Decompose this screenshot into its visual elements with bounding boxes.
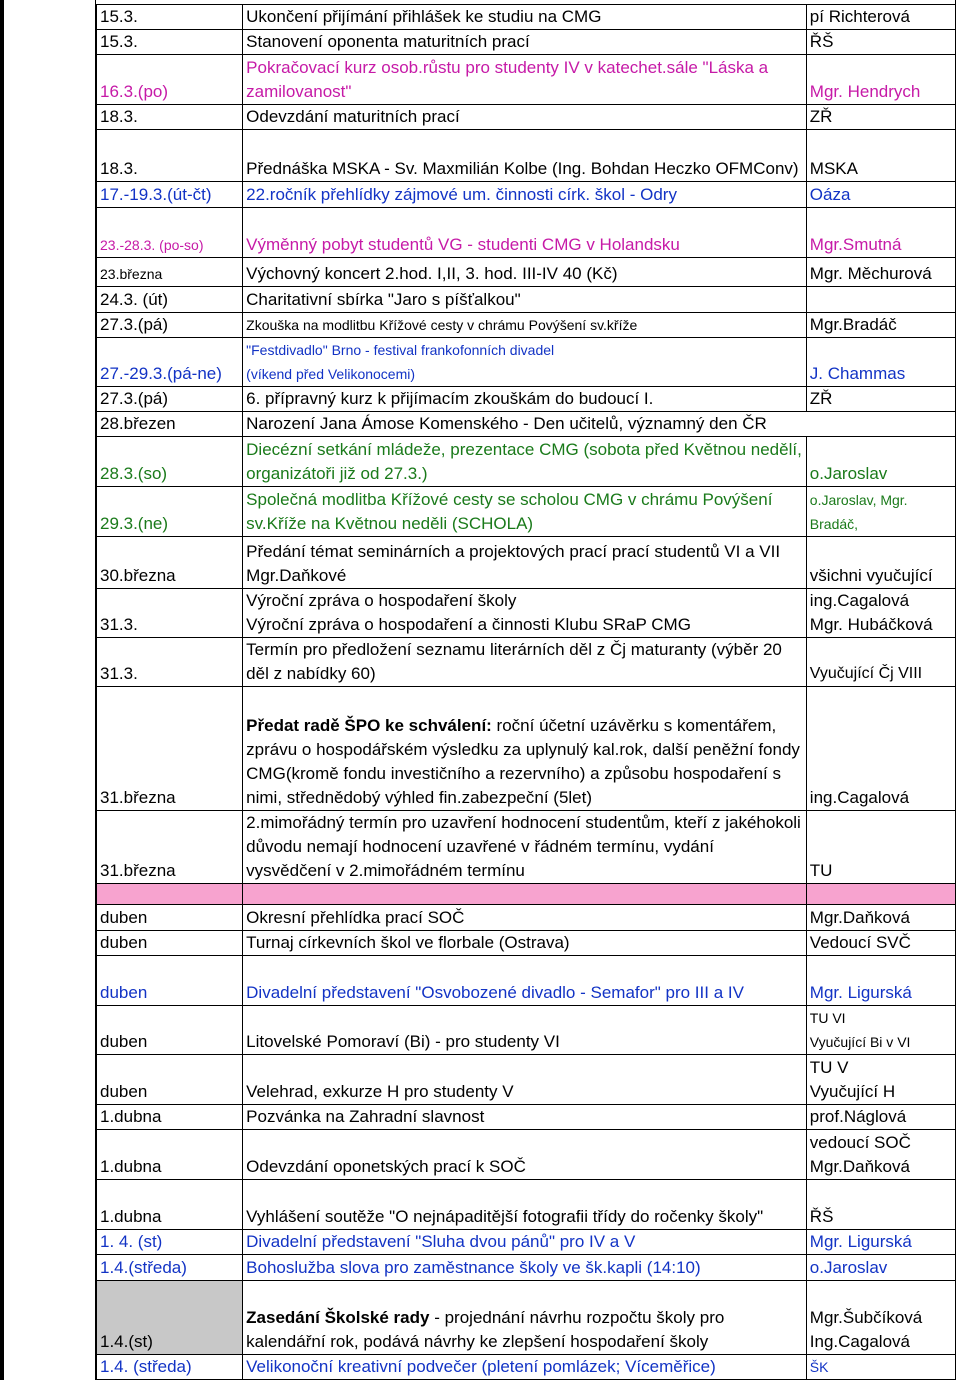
date-cell: 27.3.(pá) — [97, 313, 243, 338]
separator-row — [97, 884, 956, 905]
event-text: roční účetní uzávěrku s komentářem, zprávu o hospodářském výsledku za uplynulý kal.rok, další peněžní fondy CMG(kromě fondu investičního a rezervního) a způsobu hospodaření s nimi, střednědobý výhled fin.zabezpeční (5let) — [246, 716, 800, 807]
responsible-cell: Mgr. Ligurská — [806, 1230, 955, 1255]
responsible-line: TU VI — [809, 1010, 846, 1026]
date-cell: 1.dubna — [97, 1130, 243, 1180]
table-row — [97, 956, 956, 1006]
date-cell: 18.3. — [97, 105, 243, 130]
date-cell: 16.3.(po) — [97, 55, 243, 105]
responsible-cell: ZŘ — [806, 105, 955, 130]
event-cell — [243, 589, 807, 638]
date-cell: 29.3.(ne) — [97, 487, 243, 537]
event-cell: Pozvánka na Zahradní slavnost — [243, 1105, 807, 1130]
table-row — [97, 287, 956, 313]
event-cell: Odevzdání oponetských prací k SOČ — [243, 1130, 807, 1180]
event-cell: Turnaj církevních škol ve florbale (Ostrava) — [243, 931, 807, 956]
responsible-cell: MSKA — [806, 130, 955, 182]
responsible-cell: o.Jaroslav — [806, 437, 955, 487]
responsible-cell — [806, 287, 955, 313]
event-cell: Předání témat seminárních a projektových prací prací studentů VI a VII Mgr.Daňkové — [243, 537, 807, 589]
date-cell: 24.3. (út) — [97, 287, 243, 313]
event-cell: Okresní přehlídka prací SOČ — [243, 905, 807, 931]
responsible-cell — [806, 1281, 955, 1355]
date-cell: 18.3. — [97, 130, 243, 182]
event-line: Výroční zpráva o hospodaření a činnosti Klubu SRaP CMG — [246, 615, 691, 634]
event-cell: Litovelské Pomoraví (Bi) - pro studenty VI — [243, 1006, 807, 1055]
date-cell: duben — [97, 905, 243, 931]
responsible-cell — [806, 1130, 955, 1180]
date-cell: 1.dubna — [97, 1180, 243, 1230]
responsible-line: Mgr.Daňková — [809, 1157, 910, 1176]
date-cell: 31.3. — [97, 589, 243, 638]
event-cell — [243, 1281, 807, 1355]
table-row — [97, 638, 956, 687]
date-cell: 17.-19.3.(út-čt) — [97, 182, 243, 208]
event-bold-text: Zasedání Školské rady — [246, 1308, 430, 1327]
table-row — [97, 338, 956, 387]
responsible-cell: prof.Náglová — [806, 1105, 955, 1130]
date-cell: 1.dubna — [97, 1105, 243, 1130]
separator-cell — [806, 884, 955, 905]
date-cell: 28.březen — [97, 412, 243, 437]
responsible-cell: Mgr. Hendrych — [806, 55, 955, 105]
responsible-line: Vyučující H — [809, 1082, 896, 1101]
responsible-cell: ŠK — [806, 1355, 955, 1380]
event-text: - projednání návrhu rozpočtu školy pro kalendářní rok, podává návrhy ke zlepšení hospodaření školy — [246, 1308, 725, 1351]
responsible-line: Mgr.Šubčíková — [809, 1308, 923, 1327]
date-cell: 31.3. — [97, 638, 243, 687]
date-cell: 31.března — [97, 687, 243, 811]
responsible-cell — [806, 589, 955, 638]
event-cell: Odevzdání maturitních prací — [243, 105, 807, 130]
table-row — [97, 1130, 956, 1180]
responsible-line: ing.Cagalová — [809, 591, 910, 610]
responsible-cell: J. Chammas — [806, 338, 955, 387]
table-row — [97, 412, 956, 437]
event-cell: Zkouška na modlitbu Křížové cesty v chrámu Povýšení sv.kříže — [243, 313, 807, 338]
table-row — [97, 258, 956, 287]
table-row — [97, 1230, 956, 1255]
table-row — [97, 5, 956, 30]
responsible-cell: pí Richterová — [806, 5, 955, 30]
event-cell: Velehrad, exkurze H pro studenty V — [243, 1055, 807, 1105]
date-cell: duben — [97, 956, 243, 1006]
table-row — [97, 687, 956, 811]
event-cell: Výměnný pobyt studentů VG - studenti CMG v Holandsku — [243, 208, 807, 258]
table-row — [97, 1055, 956, 1105]
responsible-cell: o.Jaroslav — [806, 1255, 955, 1281]
separator-cell — [97, 884, 243, 905]
table-row — [97, 1255, 956, 1281]
date-cell: duben — [97, 931, 243, 956]
event-cell: Společná modlitba Křížové cesty se scholou CMG v chrámu Povýšení sv.Kříže na Květnou neděli (SCHOLA) — [243, 487, 807, 537]
table-row — [97, 1105, 956, 1130]
date-cell: 23.-28.3. (po-so) — [97, 208, 243, 258]
responsible-line: Vyučující Bi v VI — [809, 1034, 911, 1050]
event-cell: Termín pro předložení seznamu literárních děl z Čj maturanty (výběr 20 děl z nabídky 60) — [243, 638, 807, 687]
responsible-line: TU V — [809, 1058, 849, 1077]
date-cell: 28.3.(so) — [97, 437, 243, 487]
date-cell: 31.března — [97, 811, 243, 884]
event-cell: Narození Jana Ámose Komenského - Den učitelů, významný den ČR — [243, 412, 956, 437]
table-row — [97, 1355, 956, 1380]
responsible-line: Ing.Cagalová — [809, 1332, 910, 1351]
responsible-cell: Mgr.Smutná — [806, 208, 955, 258]
event-bold-text: Předat radě ŠPO ke schválení: — [246, 716, 492, 735]
responsible-line: Mgr. Hubáčková — [809, 615, 933, 634]
responsible-cell: TU — [806, 811, 955, 884]
responsible-cell: všichni vyučující — [806, 537, 955, 589]
table-row — [97, 1006, 956, 1055]
date-cell: 1.4. (středa) — [97, 1355, 243, 1380]
responsible-cell: Vyučující Čj VIII — [806, 638, 955, 687]
responsible-cell: ŘŠ — [806, 30, 955, 55]
date-cell: 23.března — [97, 258, 243, 287]
responsible-cell: Mgr.Daňková — [806, 905, 955, 931]
table-row — [97, 313, 956, 338]
responsible-line: vedoucí SOČ — [809, 1133, 911, 1152]
responsible-cell: Oáza — [806, 182, 955, 208]
table-row — [97, 811, 956, 884]
event-cell: Velikonoční kreativní podvečer (pletení pomlázek; Víceměřice) — [243, 1355, 807, 1380]
date-cell: 15.3. — [97, 5, 243, 30]
table-row — [97, 487, 956, 537]
date-cell: duben — [97, 1055, 243, 1105]
event-cell: Stanovení oponenta maturitních prací — [243, 30, 807, 55]
date-cell: 15.3. — [97, 30, 243, 55]
responsible-cell: Mgr.Bradáč — [806, 313, 955, 338]
table-row — [97, 589, 956, 638]
event-cell: Pokračovací kurz osob.růstu pro studenty IV v katechet.sále "Láska a zamilovanost" — [243, 55, 807, 105]
event-cell: 2.mimořádný termín pro uzavření hodnocení studentům, kteří z jakéhokoli důvodu nemají hodnocení uzavřené v řádném termínu, vydání vysvědčení v 2.mimořádném termínu — [243, 811, 807, 884]
date-cell: 30.března — [97, 537, 243, 589]
responsible-cell: ing.Cagalová — [806, 687, 955, 811]
table-row — [97, 1180, 956, 1230]
table-row — [97, 1281, 956, 1355]
responsible-cell: Mgr. Ligurská — [806, 956, 955, 1006]
table-row — [97, 387, 956, 412]
table-row — [97, 30, 956, 55]
event-cell: Divadelní představení "Sluha dvou pánů" pro IV a V — [243, 1230, 807, 1255]
event-cell: Vyhlášení soutěže "O nejnápaditější fotografii třídy do ročenky školy" — [243, 1180, 807, 1230]
event-cell: Bohoslužba slova pro zaměstnance školy ve šk.kapli (14:10) — [243, 1255, 807, 1281]
table-row — [97, 105, 956, 130]
event-line: Výroční zpráva o hospodaření školy — [246, 591, 517, 610]
table-row — [97, 931, 956, 956]
responsible-cell — [806, 1006, 955, 1055]
left-border — [0, 0, 4, 1380]
event-cell: Ukončení přijímání přihlášek ke studiu na CMG — [243, 5, 807, 30]
date-cell: 27.-29.3.(pá-ne) — [97, 338, 243, 387]
event-cell: Přednáška MSKA - Sv. Maxmilián Kolbe (Ing. Bohdan Heczko OFMConv) — [243, 130, 807, 182]
event-line: (víkend před Velikonocemi) — [246, 366, 416, 382]
table-row — [97, 537, 956, 589]
event-cell: 6. přípravný kurz k přijímacím zkouškám do budoucí I. — [243, 387, 807, 412]
table-row — [97, 130, 956, 182]
event-cell — [243, 687, 807, 811]
event-cell: Charitativní sbírka "Jaro s píšťalkou" — [243, 287, 807, 313]
table-row — [97, 437, 956, 487]
event-line: "Festdivadlo" Brno - festival frankofonních divadel — [246, 342, 555, 358]
responsible-cell: ŘŠ — [806, 1180, 955, 1230]
table-row — [97, 55, 956, 105]
table-row — [97, 905, 956, 931]
date-cell: 27.3.(pá) — [97, 387, 243, 412]
table-row — [97, 182, 956, 208]
event-cell — [243, 338, 807, 387]
date-cell: 1.4.(středa) — [97, 1255, 243, 1281]
responsible-cell: Mgr. Měchurová — [806, 258, 955, 287]
date-cell: 1.4.(st) — [97, 1281, 243, 1355]
event-cell: Divadelní představení "Osvobozené divadlo - Semafor" pro III a IV — [243, 956, 807, 1006]
event-cell: Výchovný koncert 2.hod. I,II, 3. hod. III-IV 40 (Kč) — [243, 258, 807, 287]
date-cell: 1. 4. (st) — [97, 1230, 243, 1255]
responsible-cell: o.Jaroslav, Mgr. Bradáč, — [806, 487, 955, 537]
responsible-cell: Vedoucí SVČ — [806, 931, 955, 956]
schedule-table — [96, 4, 956, 1380]
responsible-cell — [806, 1055, 955, 1105]
separator-cell — [243, 884, 807, 905]
responsible-cell: ZŘ — [806, 387, 955, 412]
event-cell: Diecézní setkání mládeže, prezentace CMG (sobota před Květnou nedělí, organizátoři již od 27.3.) — [243, 437, 807, 487]
event-cell: 22.ročník přehlídky zájmové um. činnosti círk. škol - Odry — [243, 182, 807, 208]
date-cell: duben — [97, 1006, 243, 1055]
table-row — [97, 208, 956, 258]
